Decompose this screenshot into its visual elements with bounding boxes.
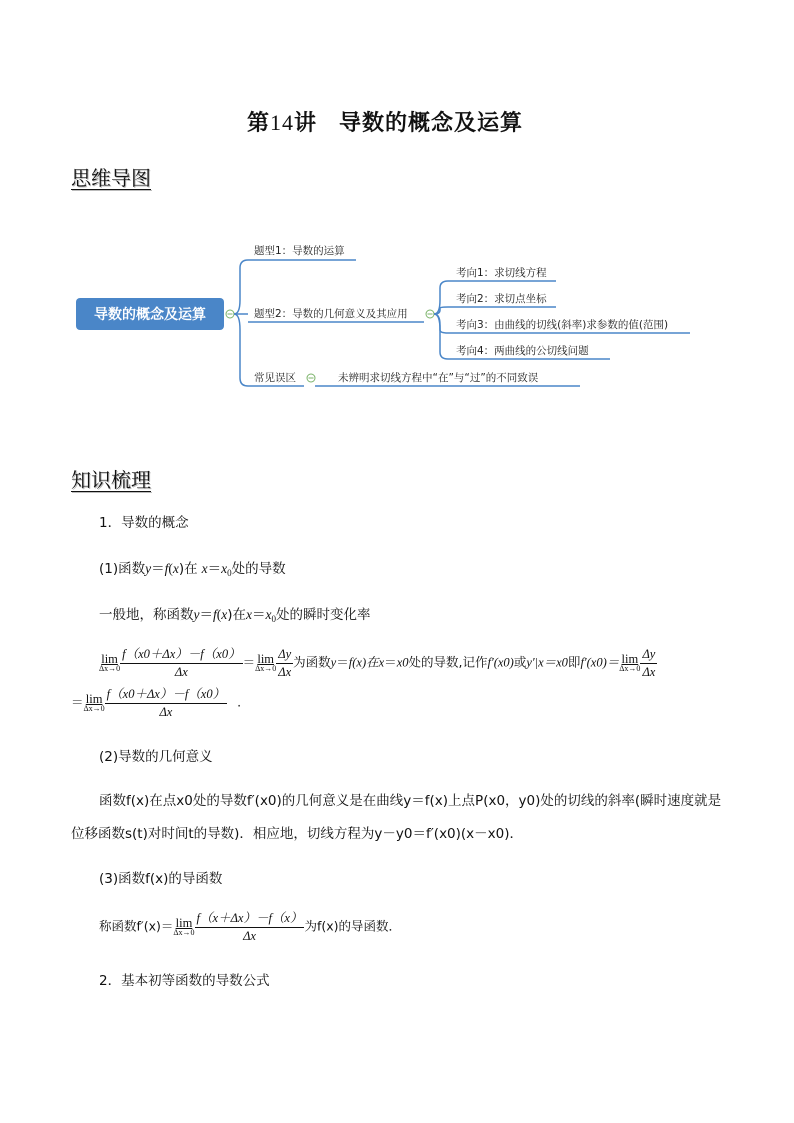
limit-operator: lim Δx→0 bbox=[255, 652, 277, 673]
section-heading-knowledge: 知识梳理 bbox=[71, 468, 151, 492]
paragraph-geometric-meaning-line2: 位移函数s(t)对时间t的导数)．相应地，切线方程为y－y0＝f′(x0)(x－x0)． bbox=[71, 826, 524, 842]
limit-operator: lim Δx→0 bbox=[83, 692, 105, 713]
heading-derivative-concept: 1．导数的概念 bbox=[99, 515, 189, 531]
delta-quotient: $\frac{\Delta y}{\Delta x}$ bbox=[642, 647, 656, 679]
difference-quotient: $\frac{f(x+\Delta x)-f(x)}{\Delta x}$ bbox=[196, 911, 303, 943]
paragraph-geometric-meaning-line1: 函数f(x)在点x0处的导数f′(x0)的几何意义是在曲线y＝f(x)上点P(x0，y0)处的切线的斜率(瞬时速度就是 bbox=[99, 793, 722, 809]
mindmap-node-type2: 题型2：导数的几何意义及其应用 bbox=[254, 308, 408, 320]
limit-operator: lim Δx→0 bbox=[619, 652, 641, 673]
mindmap-root-label: 导数的概念及运算 bbox=[94, 307, 206, 323]
paragraph-instantaneous-rate: 一般地，称函数y＝f(x)在$x=x_0$处的瞬时变化率 bbox=[99, 607, 371, 624]
equation-derivative-definition: lim Δx→0 $\frac{f(x0+\Delta x)-f(x0)}{\Delta x}$ ＝ lim Δx→0 $\frac{\Delta y}{\Delta x}$ 为函数y＝f(x)在x＝x0处的导数,记作f′(x0)或y′|x＝x0即f′(x0)＝ lim Δx→0 $\frac{\Delta y}{\Delta x}$ bbox=[99, 647, 656, 679]
page-title: 第14讲 导数的概念及运算 bbox=[247, 110, 524, 136]
subheading-derivative-at-point: (1)函数y＝f(x)在 $x=x_0$处的导数 bbox=[99, 561, 286, 578]
mindmap-node-error1: 未辨明求切线方程中“在”与“过”的不同致误 bbox=[338, 372, 539, 384]
subheading-geometric-meaning: (2)导数的几何意义 bbox=[99, 749, 213, 765]
subheading-derivative-function: (3)函数f(x)的导函数 bbox=[99, 871, 223, 887]
mindmap-node-errors: 常见误区 bbox=[254, 372, 296, 384]
mind-map bbox=[0, 230, 794, 400]
section-heading-mindmap: 思维导图 bbox=[71, 166, 151, 190]
difference-quotient: $\frac{f(x0+\Delta x)-f(x0)}{\Delta x}$ bbox=[122, 647, 241, 679]
delta-quotient: $\frac{\Delta y}{\Delta x}$ bbox=[278, 647, 292, 679]
difference-quotient: $\frac{f(x0+\Delta x)-f(x0)}{\Delta x}$ bbox=[106, 687, 226, 719]
paragraph-derivative-function: 称函数f′(x)＝ lim Δx→0 $\frac{f(x+\Delta x)-f(x)}{\Delta x}$ 为f(x)的导函数． bbox=[99, 911, 402, 943]
mindmap-node-direction4: 考向4：两曲线的公切线问题 bbox=[456, 345, 589, 357]
mindmap-node-type1: 题型1：导数的运算 bbox=[254, 245, 345, 257]
limit-operator: lim Δx→0 bbox=[173, 916, 195, 937]
mindmap-node-direction2: 考向2：求切点坐标 bbox=[456, 293, 547, 305]
mindmap-node-direction1: 考向1：求切线方程 bbox=[456, 267, 547, 279]
equation-derivative-definition-cont: ＝ lim Δx→0 $\frac{f(x0+\Delta x)-f(x0)}{\Delta x}$ . bbox=[71, 687, 242, 719]
heading-basic-derivative-formulas: 2．基本初等函数的导数公式 bbox=[99, 973, 270, 989]
mindmap-node-direction3: 考向3：由曲线的切线(斜率)求参数的值(范围) bbox=[456, 319, 669, 331]
limit-operator: lim Δx→0 bbox=[99, 652, 121, 673]
